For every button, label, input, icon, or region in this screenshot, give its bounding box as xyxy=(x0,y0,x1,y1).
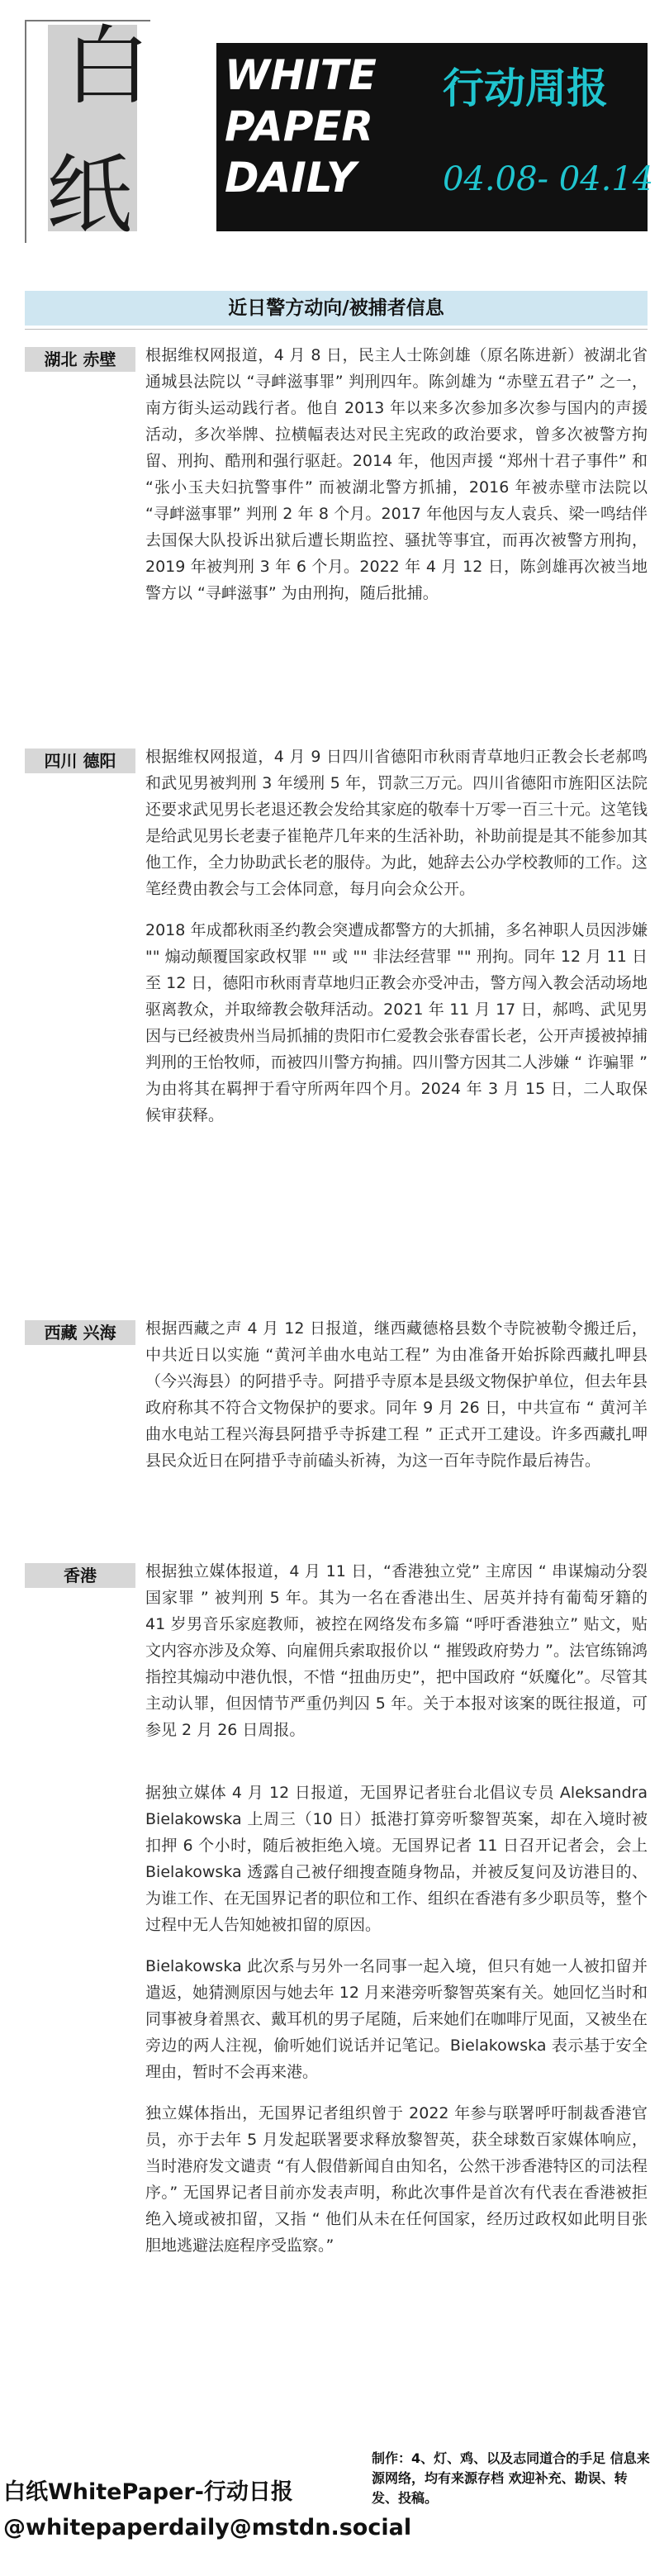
logo-char-bai: 白 xyxy=(64,16,151,116)
footer-name: 白纸WhitePaper-行动日报 xyxy=(3,2479,293,2505)
entry-paragraph: 根据维权网报道，4 月 8 日，民主人士陈剑雄（原名陈进新）被湖北省通城县法院以 “寻衅滋事罪” 判刑四年。陈剑雄为 “赤壁五君子” 之一，南方街头运动践行者。他自 2013 年以来多次参加多次参与国内的声援活动，多次举牌、拉横幅表达对民主宪政的政治要求，曾多次被警方拘留、刑拘、酷刑和强行驱赶。2014 年，他因声援 “郑州十君子事件” 和 “张小玉夫妇抗警事件” 而被湖北警方抓捕，2016 年被赤壁市法院以 “寻衅滋事罪” 判刑 2 年 8 个月。2017 年他因与友人袁兵、梁一鸣结伴去国保大队投诉出狱后遭长期监控、骚扰等事宜，而再次被警方刑拘，2019 年被判刑 3 年 6 个月。2022 年 4 月 12 日，陈剑雄再次被当地警方以 “寻衅滋事” 为由刑拘，随后批捕。 xyxy=(145,346,648,602)
section-divider xyxy=(25,329,648,330)
region-tag-tibet-xinghai: 西藏 兴海 xyxy=(25,1320,135,1345)
date-range: 04.08- 04.14 xyxy=(443,160,654,198)
masthead-line-1: WHITE xyxy=(225,51,377,99)
weekly-label: 行动周报 xyxy=(443,64,608,112)
region-tag-hongkong: 香港 xyxy=(25,1563,135,1588)
entry-paragraph: 2018 年成都秋雨圣约教会突遭成都警方的大抓捕，多名神职人员因涉嫌 "" 煽动颠覆国家政权罪 "" 或 "" 非法经营罪 "" 刑拘。同年 12 月 11 日至 12 日，德阳市秋雨青草地归正教会亦受冲击，警方闯入教会活动场地驱离教众，并取缔教会敬拜活动。2021 年 11 月 17 日，郝鸣、武见男因与已经被贵州当局抓捕的贵阳市仁爱教会张春雷长老，公开声援被掉捕判刑的王怡牧师，而被四川警方拘捕。四川警方因其二人涉嫌 “ 诈骗罪 ” 为由将其在羁押于看守所两年四个月。2024 年 3 月 15 日，二人取保候审获释。 xyxy=(145,921,648,1124)
region-tag-sichuan-deyang: 四川 德阳 xyxy=(25,749,135,773)
entry-hongkong xyxy=(145,1558,648,2274)
region-tag-hubei-chibi: 湖北 赤壁 xyxy=(25,347,135,372)
footer-brand xyxy=(0,2460,412,2553)
entry-tibet-xinghai xyxy=(145,1315,648,1489)
issue-panel xyxy=(431,43,654,231)
logo-char-zhi: 纸 xyxy=(46,145,133,245)
logo xyxy=(25,16,206,259)
section-title: 近日警方动向/被捕者信息 xyxy=(25,291,648,326)
masthead-line-3: DAILY xyxy=(225,154,357,202)
entry-paragraph: 根据维权网报道，4 月 9 日四川省德阳市秋雨青草地归正教会长老郝鸣和武见男被判刑 3 年缓刑 5 年，罚款三万元。四川省德阳市旌阳区法院还要求武见男长老退还教会发给其家庭的敬奉十万零一百三十元。这笔钱是给武见男长老妻子崔艳芹几年来的生活补助，补助前提是其不能参加其他工作，全力协助武长老的服侍。为此，她辞去公办学校教师的工作。这笔经费由教会与工会体同意，每月向会众公开。 xyxy=(145,748,648,898)
entry-paragraph: 据独立媒体 4 月 12 日报道，无国界记者驻台北倡议专员 Aleksandra Bielakowska 上周三（10 日）抵港打算旁听黎智英案，却在入境时被扣押 6 个小时，随后被拒绝入境。无国界记者 11 日召开记者会，会上 Bielakowska 透露自己被仔细搜查随身物品，并被反复问及访港目的、为谁工作、在无国界记者的职位和工作、组织在香港有多少职员等，整个过程中无人告知她被扣留的原因。 xyxy=(145,1784,648,1934)
entry-paragraph: 独立媒体指出，无国界记者组织曾于 2022 年参与联署呼吁制裁香港官员，亦于去年 5 月发起联署要求释放黎智英，获全球数百家媒体响应，当时港府发文谴责 “有人假借新闻自由知名，公然干涉香港特区的司法程序。” 无国界记者目前亦发表声明，称此次事件是首次有代表在香港被拒绝入境或被扣留，又指 “ 他们从未在任何国家，经历过政权如此明目张胆地逃避法庭程序受监察。” xyxy=(145,2104,648,2255)
entry-sichuan-deyang xyxy=(145,744,648,1143)
masthead-title xyxy=(216,43,431,231)
masthead-line-2: PAPER xyxy=(225,102,374,150)
credit-label: 制作： xyxy=(372,2450,412,2466)
entry-hubei-chibi xyxy=(145,342,648,621)
footer-handle[interactable]: @whitepaperdaily@mstdn.social xyxy=(3,2515,412,2540)
entry-paragraph: 根据独立媒体报道，4 月 11 日，“香港独立党” 主席因 “ 串谋煽动分裂国家罪 ” 被判刑 5 年。其为一名在香港出生、居英并持有葡萄牙籍的 41 岁男音乐家庭教师，被控在网络发布多篇 “呼吁香港独立” 贴文，贴文内容亦涉及众筹、向雇佣兵索取报价以 “ 摧毁政府势力 ”。法官练锦鸿指控其煽动中港仇恨，不惜 “扭曲历史”，把中国政府 “妖魔化”。尽管其主动认罪，但因情节严重仍判囚 5 年。关于本报对该案的既往报道，可参见 2 月 26 日周报。 xyxy=(145,1562,648,1739)
entry-paragraph: Bielakowska 此次系与另外一名同事一起入境，但只有她一人被扣留并遣返，她猜测原因与她去年 12 月来港旁听黎智英案有关。她回忆当时和同事被身着黑衣、戴耳机的男子尾随，后来她们在咖啡厅见面，又被坐在旁边的两人注视，偷听她们说话并记笔记。Bielakowska 表示基于安全理由，暂时不会再来港。 xyxy=(145,1957,648,2081)
entry-paragraph: 根据西藏之声 4 月 12 日报道，继西藏德格县数个寺院被勒令搬迁后，中共近日以实施 “黄河羊曲水电站工程” 为由准备开始拆除西藏扎呷县（今兴海县）的阿措乎寺。阿措乎寺原本是县级文物保护单位，但去年县政府称其不符合文物保护的要求。同年 9 月 26 日，中共宣布 “ 黄河羊曲水电站工程兴海县阿措乎寺拆建工程 ” 正式开工建设。许多西藏扎呷县民众近日在阿措乎寺前磕头祈祷，为这一百年寺院作最后祷告。 xyxy=(145,1319,648,1470)
credit-text: 4、灯、鸡、以及志同道合的手足 信息来源网络，均有来源存档 欢迎补充、勘误、转发、投稿。 xyxy=(372,2450,650,2506)
footer-credits xyxy=(372,2449,652,2564)
